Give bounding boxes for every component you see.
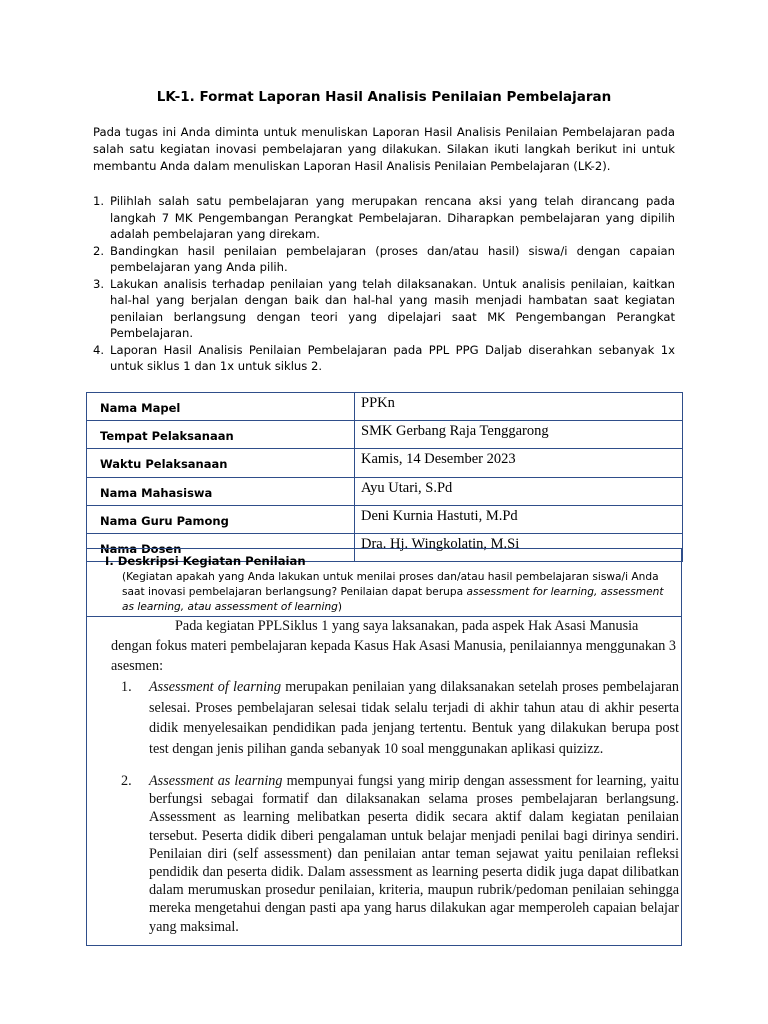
- field-value: Dra. Hj. Wingkolatin, M.Si: [355, 533, 683, 561]
- description-body: [111, 616, 679, 936]
- assessment-item: [111, 772, 679, 936]
- intro-paragraph: Pada tugas ini Anda diminta untuk menuliskan Laporan Hasil Analisis Penilaian Pembelajaran pada salah satu kegiatan inovasi pembelajaran yang dilakukan. Silakan ikuti langkah berikut ini untuk membantu Anda dalam menuliskan Laporan Hasil Analisis Penilaian Pembelajaran (LK-2).: [93, 125, 675, 173]
- section-instructions: [122, 570, 667, 615]
- field-label: Nama Mahasiswa: [87, 477, 355, 505]
- description-section: [86, 548, 682, 946]
- section-heading: I. Deskripsi Kegiatan Penilaian: [105, 554, 306, 568]
- field-value: Deni Kurnia Hastuti, M.Pd: [355, 505, 683, 533]
- item-text: merupakan penilaian yang dilaksanakan setelah proses pembelajaran selesai. Proses pembelajaran selesai tidak selalu terjadi di akhir tahun atau di akhir peserta didik menyelesaikan pendidikan pada jenjang tertentu. Bentuk yang dilakukan berupa post test dengan jenis pilihan ganda sebanyak 10 soal menggunakan aplikasi quizizz.: [149, 679, 680, 757]
- item-number: 1.: [121, 679, 132, 695]
- table-row: [87, 421, 683, 449]
- item-term: Assessment of learning: [149, 679, 282, 695]
- table-row: [87, 477, 683, 505]
- field-value: PPKn: [355, 393, 683, 421]
- table-row: [87, 393, 683, 421]
- field-value: SMK Gerbang Raja Tenggarong: [355, 421, 683, 449]
- list-item: [93, 193, 675, 243]
- field-value: Ayu Utari, S.Pd: [355, 477, 683, 505]
- item-text: mempunyai fungsi yang mirip dengan assessment for learning, yaitu berfungsi sebagai formatif dan dilaksanakan selama proses pembelajaran berlangsung. Assessment as learning melibatkan peserta didik secara aktif dalam kegiatan penilaian tersebut. Peserta didik diberi pengalaman untuk belajar menjadi penilai bagi dirinya sendiri. Penilaian diri (self assessment) dan penilaian antar teman sejawat yaitu penilaian refleksi pendidik dan peserta didik. Dalam assessment as learning peserta didik juga dapat dilibatkan dalam merumuskan prosedur penilaian, kriteria, maupun rubrik/pedoman penilaian sehingga mereka mengetahui dengan pasti apa yang harus dilakukan agar memperoleh capaian belajar yang maksimal.: [149, 773, 679, 935]
- list-item: [93, 276, 675, 342]
- list-text: Lakukan analisis terhadap penilaian yang telah dilaksanakan. Untuk analisis penilaian, kaitkan hal-hal yang berjalan dengan baik dan hal-hal yang masih menjadi hambatan saat kegiatan penilaian berlangsung dengan teori yang dipelajari saat MK Pengembangan Perangkat Pembelajaran.: [110, 276, 675, 340]
- table-row: [87, 449, 683, 477]
- list-item: [93, 342, 675, 375]
- field-value: Kamis, 14 Desember 2023: [355, 449, 683, 477]
- list-text: Laporan Hasil Analisis Penilaian Pembelajaran pada PPL PPG Daljab diserahkan sebanyak 1x untuk siklus 1 dan 1x untuk siklus 2.: [110, 342, 675, 373]
- instruction-list: [93, 193, 675, 375]
- item-term: Assessment as learning: [149, 773, 283, 789]
- page-title: LK-1. Format Laporan Hasil Analisis Penilaian Pembelajaran: [156, 89, 612, 105]
- list-number: 4.: [93, 342, 105, 357]
- field-label: Nama Mapel: [87, 393, 355, 421]
- list-number: 1.: [93, 194, 105, 208]
- list-text: Bandingkan hasil penilaian pembelajaran (proses dan/atau hasil) siswa/i dengan capaian pembelajaran yang Anda pilih.: [110, 243, 675, 274]
- list-number: 3.: [93, 276, 105, 291]
- list-text: Pilihlah salah satu pembelajaran yang merupakan rencana aksi yang telah dirancang pada langkah 7 MK Pengembangan Perangkat Pembelajaran. Diharapkan pembelajaran yang dipilih adalah pembelajaran yang direkam.: [110, 194, 675, 241]
- list-item: [93, 243, 675, 276]
- body-paragraph: Pada kegiatan PPLSiklus 1 yang saya laksanakan, pada aspek Hak Asasi Manusia dengan fokus materi pembelajaran kepada Kasus Hak Asasi Manusia, penilaiannya menggunakan 3 asesmen:: [111, 618, 676, 674]
- info-table: [86, 392, 683, 562]
- instructions-close: ): [337, 601, 343, 613]
- item-number: 2.: [121, 773, 132, 789]
- assessment-item: [111, 677, 679, 759]
- instructions-text: (Kegiatan apakah yang Anda lakukan untuk menilai proses dan/atau hasil pembelajaran siswa/i Anda saat inovasi pembelajaran berlangsung? Penilaian dapat berupa: [122, 571, 659, 598]
- field-label: Nama Dosen: [87, 533, 355, 561]
- field-label: Tempat Pelaksanaan: [87, 421, 355, 449]
- field-label: Nama Guru Pamong: [87, 505, 355, 533]
- table-row: [87, 505, 683, 533]
- list-number: 2.: [93, 243, 105, 258]
- instructions-italic-text: assessment for learning, assessment as learning, atau assessment of learning: [122, 586, 664, 613]
- field-label: Waktu Pelaksanaan: [87, 449, 355, 477]
